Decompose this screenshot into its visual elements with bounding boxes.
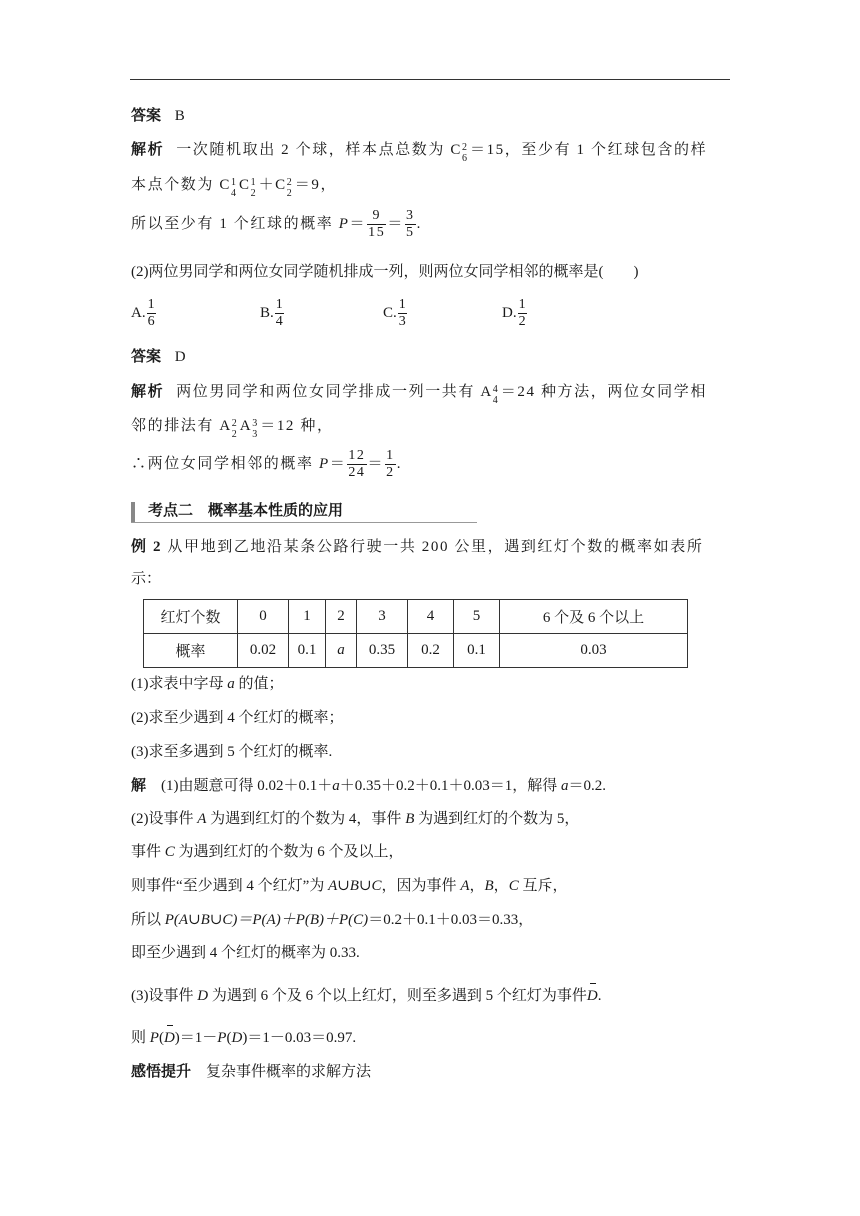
- denominator: 2: [518, 314, 526, 330]
- variable: a: [227, 676, 235, 692]
- equals: ＝: [367, 456, 385, 472]
- table-cell: 1: [289, 600, 326, 634]
- analysis-1-line-1: [131, 140, 708, 164]
- solution-text: 为遇到 6 个及 6 个以上红灯，则至多遇到 5 个红灯为事件: [208, 988, 587, 1004]
- answer-line-1: [131, 106, 185, 126]
- expression: P(A∪B∪C)＝P(A)＋P(B)＋P(C): [164, 912, 369, 928]
- sub: 4: [492, 395, 500, 406]
- analysis-2-line-1: [131, 382, 707, 406]
- permutation-index: [231, 416, 240, 440]
- equals: ＝: [387, 216, 404, 232]
- solution-line-5: [131, 910, 533, 930]
- table-cell: 0.1: [454, 634, 500, 668]
- fraction: [518, 297, 527, 330]
- fraction: [275, 297, 284, 330]
- variable: a: [332, 778, 340, 794]
- solution-text: ，: [469, 878, 485, 894]
- option-label: C.: [383, 305, 397, 321]
- numerator: 1: [518, 297, 526, 313]
- answer-line-2: [131, 347, 186, 367]
- question-2: (2)两位男同学和两位女同学随机排成一列，则两位女同学相邻的概率是( ): [131, 264, 639, 280]
- answer-value: D: [174, 349, 186, 365]
- solution-text: ＋0.35＋0.2＋0.1＋0.03＝1，解得: [339, 778, 562, 794]
- probability-symbol: P: [217, 1030, 227, 1046]
- table-cell: 概率: [144, 634, 238, 668]
- table-row: [144, 600, 688, 634]
- solution-text: 所以: [131, 912, 165, 928]
- variable: D: [197, 988, 209, 1004]
- solution-text: (1)由题意可得 0.02＋0.1＋: [146, 778, 333, 794]
- sup: 1: [230, 177, 238, 188]
- analysis-1-line-3: [131, 207, 422, 241]
- complement-event: D: [163, 1030, 175, 1046]
- fraction: [398, 297, 407, 330]
- fraction: [385, 448, 396, 481]
- variable: B: [405, 811, 415, 827]
- example-text: 从甲地到乙地沿某条公路行驶一共 200 公里，遇到红灯个数的概率如表所: [162, 539, 704, 555]
- sup: 4: [492, 384, 500, 395]
- numerator: 12: [348, 448, 366, 464]
- analysis-text: 两位男同学和两位女同学排成一列一共有 A: [176, 384, 493, 400]
- answer-value: B: [174, 108, 185, 124]
- numerator: 1: [386, 448, 395, 464]
- analysis-text: ∴两位女同学相邻的概率: [131, 456, 319, 472]
- analysis-text: 本点个数为 C: [131, 177, 231, 193]
- solution-text: (2)设事件: [131, 811, 198, 827]
- variable: B: [484, 878, 494, 894]
- numerator: 3: [405, 208, 415, 224]
- option-label: D.: [502, 305, 517, 321]
- denominator: 2: [386, 465, 395, 481]
- subquestion-text: 的值；: [234, 676, 284, 692]
- insight-line: [131, 1062, 371, 1082]
- subquestion-3: (3)求至多遇到 5 个红灯的概率.: [131, 744, 333, 760]
- expression: A∪B∪C: [328, 878, 382, 894]
- fraction: [147, 297, 156, 330]
- subquestion-text: (1)求表中字母: [131, 676, 228, 692]
- denominator: 15: [368, 225, 386, 241]
- analysis-text: ＝9，: [294, 177, 338, 193]
- analysis-text: ＝24 种方法，两位女同学相: [500, 384, 707, 400]
- example-label: 例 2: [131, 539, 163, 555]
- insight-text: 复杂事件概率的求解方法: [191, 1064, 372, 1080]
- answer-label: 答案: [131, 349, 162, 365]
- example-2-line-2: 示：: [131, 571, 162, 587]
- variable: D: [231, 1030, 243, 1046]
- solution-line-6: 即至少遇到 4 个红灯的概率为 0.33.: [131, 945, 360, 961]
- option-a[interactable]: [131, 296, 157, 330]
- probability-symbol: P: [338, 216, 350, 232]
- analysis-2-line-3: [131, 447, 402, 481]
- variable: a: [561, 778, 569, 794]
- denominator: 4: [275, 314, 283, 330]
- solution-line-1: [131, 776, 606, 796]
- table-cell: 红灯个数: [144, 600, 238, 634]
- analysis-text: 一次随机取出 2 个球，样本点总数为 C: [176, 142, 462, 158]
- fraction: [367, 208, 386, 241]
- sub: 6: [461, 153, 469, 164]
- combination-index: [286, 175, 295, 199]
- solution-label: 解: [131, 778, 147, 794]
- combination-index: [230, 175, 239, 199]
- sup: 2: [461, 142, 469, 153]
- solution-line-7: [131, 986, 601, 1006]
- table-cell: 0.02: [238, 634, 289, 668]
- insight-label: 感悟提升: [131, 1064, 192, 1080]
- permutation-index: [492, 382, 501, 406]
- answer-label: 答案: [131, 108, 162, 124]
- solution-text: .: [597, 988, 602, 1004]
- probability-symbol: P: [318, 456, 330, 472]
- analysis-2-line-2: [131, 416, 334, 440]
- analysis-text: ＝12 种，: [260, 418, 334, 434]
- sup: 2: [286, 177, 294, 188]
- analysis-text: 所以至少有 1 个红球的概率: [131, 216, 339, 232]
- solution-text: 事件: [131, 844, 165, 860]
- permutation-index: [252, 416, 260, 440]
- denominator: 6: [147, 314, 155, 330]
- table-cell: a: [326, 634, 357, 668]
- sup: 1: [250, 177, 258, 188]
- equals: ＝: [349, 216, 367, 232]
- fraction: [347, 448, 366, 481]
- probability-symbol: P: [149, 1030, 159, 1046]
- analysis-label: 解析: [131, 142, 165, 158]
- table-cell: 3: [357, 600, 408, 634]
- denominator: 3: [398, 314, 406, 330]
- solution-line-3: [131, 842, 404, 862]
- solution-text: 则: [131, 1030, 150, 1046]
- sup: 2: [231, 418, 239, 429]
- variable: A: [197, 811, 207, 827]
- subquestion-2: (2)求至少遇到 4 个红灯的概率；: [131, 710, 344, 726]
- variable: C: [508, 878, 519, 894]
- header-rule: [130, 79, 730, 80]
- solution-line-2: [131, 809, 579, 829]
- solution-text: ，: [493, 878, 509, 894]
- solution-text: ，因为事件: [381, 878, 461, 894]
- option-c[interactable]: [383, 296, 408, 330]
- analysis-text: 邻的排法有 A: [131, 418, 232, 434]
- equals: ＝: [329, 456, 347, 472]
- table-cell: 5: [454, 600, 500, 634]
- combination-index: [461, 140, 470, 164]
- solution-text: 为遇到红灯的个数为 5，: [414, 811, 580, 827]
- analysis-1-line-2: [131, 175, 338, 199]
- numerator: 1: [275, 297, 283, 313]
- solution-text: ＝0.2＋0.1＋0.03＝0.33，: [368, 912, 534, 928]
- complement-event: D: [586, 988, 598, 1004]
- analysis-text: C: [238, 177, 251, 193]
- analysis-text: A: [239, 418, 253, 434]
- sub: 4: [230, 188, 238, 199]
- period: .: [396, 456, 403, 472]
- solution-line-4: [131, 876, 567, 896]
- table-cell: 4: [408, 600, 454, 634]
- solution-text: ＝1－: [179, 1030, 218, 1046]
- analysis-label: 解析: [131, 384, 165, 400]
- numerator: 9: [372, 208, 382, 224]
- solution-text: 则事件“至少遇到 4 个红灯”为: [131, 878, 329, 894]
- solution-text: ＝0.2.: [568, 778, 607, 794]
- solution-text: 为遇到红灯的个数为 6 个及以上，: [174, 844, 404, 860]
- solution-text: 互斥，: [518, 878, 568, 894]
- table-cell: 6 个及 6 个以上: [500, 600, 688, 634]
- section-marker: [131, 502, 135, 522]
- solution-text: 为遇到红灯的个数为 4，事件: [206, 811, 406, 827]
- numerator: 1: [147, 297, 155, 313]
- option-label: B.: [260, 305, 274, 321]
- period: .: [416, 216, 422, 232]
- sub: 2: [250, 188, 258, 199]
- table-cell: 2: [326, 600, 357, 634]
- combination-index: [250, 175, 259, 199]
- section-underline: [131, 522, 477, 523]
- option-d[interactable]: [502, 296, 528, 330]
- solution-text: (3)设事件: [131, 988, 198, 1004]
- table-cell: 0: [238, 600, 289, 634]
- table-cell: 0.03: [500, 634, 688, 668]
- numerator: 1: [398, 297, 406, 313]
- table-row: [144, 634, 688, 668]
- denominator: 24: [348, 465, 366, 481]
- fraction: [405, 208, 416, 241]
- option-label: A.: [131, 305, 146, 321]
- option-b[interactable]: [260, 296, 285, 330]
- sup: 3: [252, 418, 259, 429]
- sub: 3: [252, 429, 259, 440]
- section-title: 考点二 概率基本性质的应用: [148, 503, 344, 519]
- variable: C: [164, 844, 175, 860]
- sub: 2: [286, 188, 294, 199]
- variable: A: [460, 878, 470, 894]
- probability-table: [143, 599, 688, 668]
- table-cell: 0.2: [408, 634, 454, 668]
- analysis-text: ＋C: [258, 177, 287, 193]
- analysis-text: ＝15，至少有 1 个红球包含的样: [469, 142, 708, 158]
- subquestion-1: [131, 674, 284, 694]
- solution-text: ＝1－0.03＝0.97.: [247, 1030, 357, 1046]
- table-cell: 0.35: [357, 634, 408, 668]
- table-cell: 0.1: [289, 634, 326, 668]
- denominator: 5: [405, 225, 415, 241]
- sub: 2: [231, 429, 239, 440]
- solution-line-8: 则 P(D)＝1－P(D)＝1－0.03＝0.97.: [131, 1030, 357, 1046]
- example-2-line-1: [131, 537, 703, 557]
